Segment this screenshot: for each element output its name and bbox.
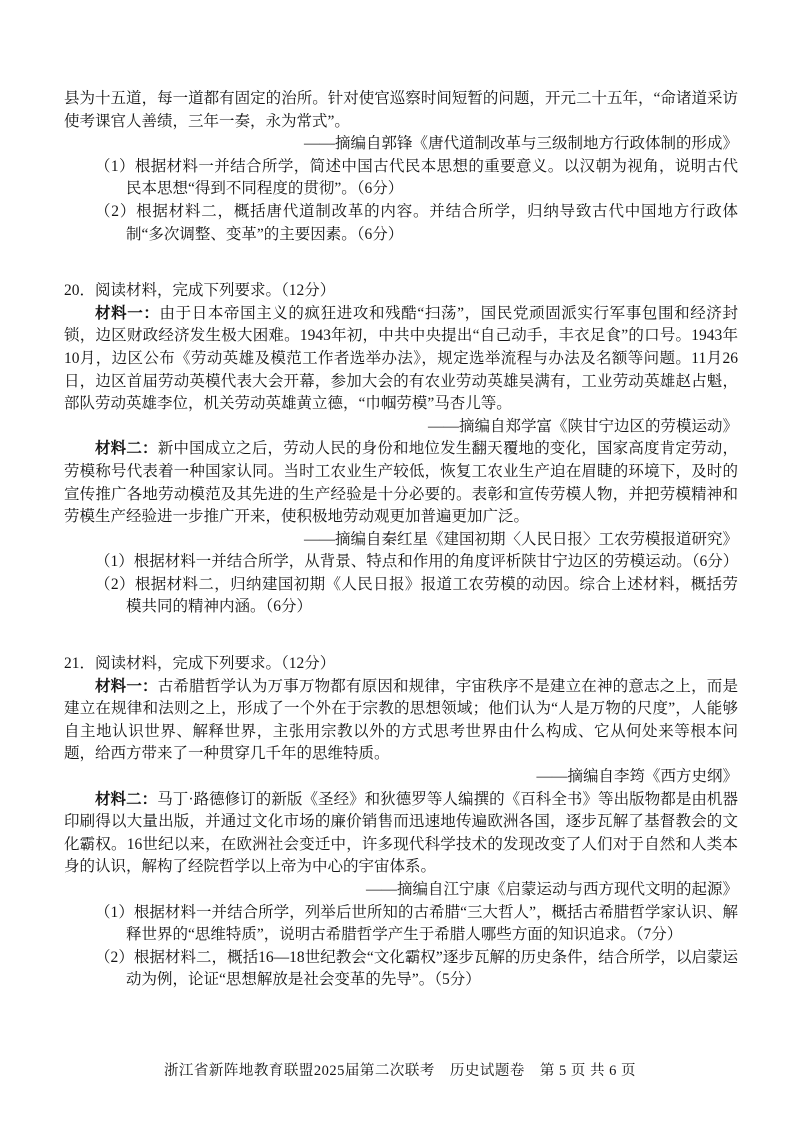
question-19-subitem-2: （2）根据材料二，概括唐代道制改革的内容。并结合所学，归纳导致古代中国地方行政体制“多次调整、变革”的主要因素。（6分）: [95, 202, 738, 243]
question-19-source-citation: ——摘编自郭锋《唐代道制改革与三级制地方行政体制的形成》: [303, 135, 738, 153]
question-21-material-1: [64, 676, 738, 766]
question-20-material-1-citation: ——摘编自郑学富《陕甘宁边区的劳模运动》: [427, 417, 738, 435]
question-20-section: [64, 280, 738, 619]
question-21-heading: 21．阅读材料，完成下列要求。（12分）: [64, 655, 336, 673]
question-20-material-2-citation: ——摘编自秦红星《建国初期〈人民日报〉工农劳模报道研究》: [303, 530, 738, 548]
question-21-section: [64, 653, 738, 992]
material-2-label: 材料二：: [95, 790, 158, 808]
question-21-subitem-1: （1）根据材料一并结合所学，列举后世所知的古希腊“三大哲人”，概括古希腊哲学家认识、解释世界的“思维特质”，说明古希腊哲学产生于希腊人哪些方面的知识追求。（7分）: [95, 903, 738, 944]
question-20-material-1: [64, 303, 738, 416]
question-21-material-1-citation: ——摘编自李筠《西方史纲》: [536, 768, 738, 786]
material-2-text: 马丁·路德修订的新版《圣经》和狄德罗等人编撰的《百科全书》等出版物都是由机器印刷得以大量出版，并通过文化市场的廉价销售而迅速地传遍欧洲各国，逐步瓦解了基督教会的文化霸权。16世纪以来，在欧洲社会变迁中，许多现代科学技术的发现改变了人们对于自然和人类本身的认识，解构了经院哲学以上帝为中心的宇宙体系。: [64, 790, 738, 876]
material-1-text: 古希腊哲学认为万事万物都有原因和规律，宇宙秩序不是建立在神的意志之上，而是建立在规律和法则之上，形成了一个外在于宗教的思想领域；他们认为“人是万物的尺度”，人能够自主地认识世界、解释世界，主张用宗教以外的方式思考世界由什么构成、它从何处来等根本问题，给西方带来了一种贯穿几千年的思维特质。: [64, 677, 738, 763]
question-20-material-2: [64, 438, 738, 528]
question-21-subitem-2: （2）根据材料二，概括16—18世纪教会“文化霸权”逐步瓦解的历史条件，结合所学，以启蒙运动为例，论证“思想解放是社会变革的先导”。（5分）: [95, 948, 738, 989]
question-19-material-continuation: 县为十五道，每一道都有固定的治所。针对使官巡察时间短暂的问题，开元二十五年，“命诸道采访使考课官人善绩，三年一奏，永为常式”。: [64, 90, 738, 130]
question-20-subitem-2: （2）根据材料二，归纳建国初期《人民日报》报道工农劳模的动因。综合上述材料，概括劳模共同的精神内涵。（6分）: [95, 575, 738, 616]
question-20-subitem-1: （1）根据材料一并结合所学，从背景、特点和作用的角度评析陕甘宁边区的劳模运动。（6分）: [95, 553, 739, 571]
material-2-label: 材料二：: [95, 440, 158, 458]
question-19-section: [64, 88, 738, 246]
question-21-material-2-citation: ——摘编自江宁康《启蒙运动与西方现代文明的起源》: [365, 881, 738, 898]
question-20-heading: 20．阅读材料，完成下列要求。（12分）: [64, 282, 336, 300]
page-footer: 浙江省新阵地教育联盟2025届第二次联考 历史试题卷 第 5 页 共 6 页: [163, 1063, 637, 1079]
question-19-subitem-1: （1）根据材料一并结合所学，简述中国古代民本思想的重要意义。以汉朝为视角，说明古代民本思想“得到不同程度的贯彻”。（6分）: [95, 157, 738, 198]
question-21-material-2: [64, 789, 738, 879]
exam-content: [64, 88, 738, 992]
material-1-text: 由于日本帝国主义的疯狂进攻和残酷“扫荡”，国民党顽固派实行军事包围和经济封锁，边区财政经济发生极大困难。1943年初，中共中央提出“自己动手，丰衣足食”的口号。1943年10月，边区公布《劳动英雄及模范工作者选举办法》，规定选举流程与办法及名额等问题。11月26日，边区首届劳动英模代表大会开幕，参加大会的有农业劳动英雄吴满有，工业劳动英雄赵占魁，部队劳动英雄李位，机关劳动英雄黄立德，“巾帼劳模”马杏儿等。: [64, 304, 738, 413]
material-1-label: 材料一：: [95, 677, 158, 695]
material-1-label: 材料一：: [95, 304, 160, 322]
material-2-text: 新中国成立之后，劳动人民的身份和地位发生翻天覆地的变化，国家高度肯定劳动，劳模称号代表着一种国家认同。当时工农业生产较低，恢复工农业生产迫在眉睫的环境下，及时的宣传推广各地劳动模范及其先进的生产经验是十分必要的。表彰和宣传劳模人物，并把劳模精神和劳模生产经验进一步推广开来，使积极地劳动观更加普遍更加广泛。: [64, 440, 738, 526]
